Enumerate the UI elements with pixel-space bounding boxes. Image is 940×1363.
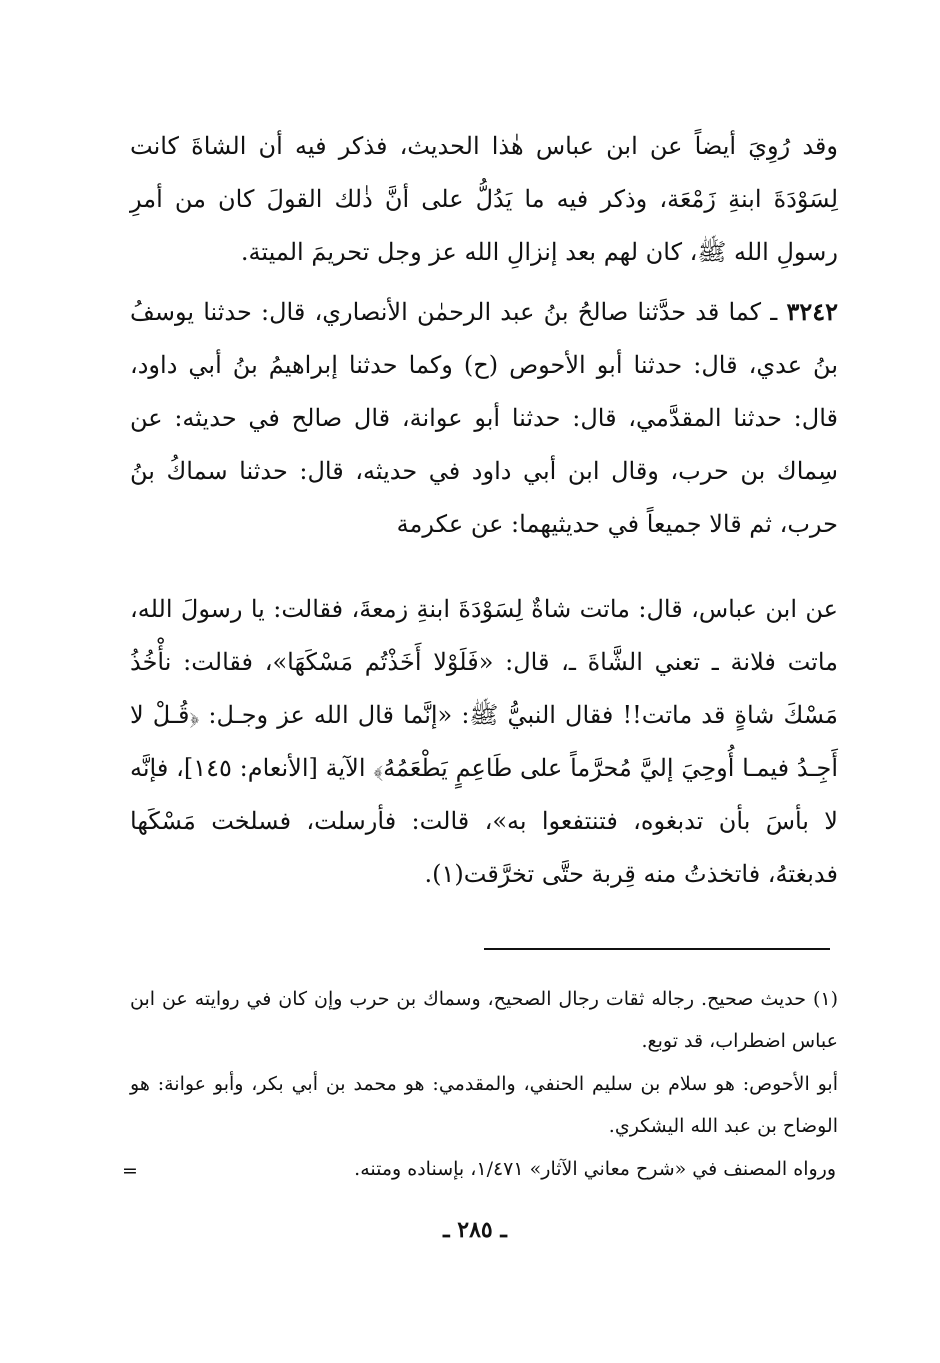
hadith-text-paragraph: عن ابن عباس، قال: ماتت شاةٌ لِسَوْدَةَ ابنةِ زمعةَ، فقالت: يا رسولَ الله، ماتت فلانة ـ تعني الشَّاةَ ـ، قال: «فَلَوْلا أَخَذْتُم مَسْكَهَا»، فقالت: نأْخُذُ مَسْكَ شاةٍ قد ماتت!! فقال النبيُّ ﷺ: «إنَّما قال الله عز وجـل: ﴿قُـلْ لا أَجِـدُ فيمـا أُوحِيَ إليَّ مُحرَّماً على طَاعِمٍ يَطْعَمُهُ﴾ الآية [الأنعام: ١٤٥]، فإنَّه لا بأسَ بأن تدبغوه، فتنتفعوا به»، قالت: فأرسلت، فسلخت مَسْكَها فدبغتهُ، فاتخذتُ منه قِربة حتَّى تخرَّقت(١). [130,595,838,888]
footnote-source: ورواه المصنف في «شرح معاني الآثار» ١/٤٧١، بإسناده ومتنه. [354,1158,836,1180]
page-number: ـ ٢٨٥ ـ [443,1217,507,1243]
continuation-mark: = [122,1160,138,1182]
hadith-chain-paragraph [130,285,838,551]
hadith-number: ٣٢٤٢ [786,297,838,326]
hadith-chain-text: ـ كما قد حدَّثنا صالحُ بنُ عبد الرحمٰن الأنصاري، قال: حدثنا يوسفُ بنُ عدي، قال: حدثنا أبو الأحوص (ح) وكما حدثنا إبراهيمُ بنُ أبي داود، قال: حدثنا المقدَّمي، قال: حدثنا أبو عوانة، قال صالح في حديثه: عن سِماك بن حرب، وقال ابن أبي داود في حديثه، قال: حدثنا سماكُ بنُ حرب، ثم قالا جميعاً في حديثيهما: عن عكرمة [130,298,838,538]
footnote-1: (١) حديث صحيح. رجاله ثقات رجال الصحيح، وسماك بن حرب وإن كان في روايته عن ابن عباس اضطراب، قد توبع. [130,988,838,1052]
footnote-separator [484,948,830,950]
intro-paragraph: وقد رُوِيَ أيضاً عن ابن عباس هٰذا الحديث، فذكر فيه أن الشاةَ كانت لِسَوْدَةَ ابنةِ زَمْعَة، وذكر فيه ما يَدُلُّ على أنَّ ذٰلك القولَ كان من أمرِ رسولِ الله ﷺ، كان لهم بعد إنزالِ الله عز وجل تحريمَ الميتة. [130,132,838,266]
footnote-narrators: أبو الأحوص: هو سلام بن سليم الحنفي، والمقدمي: هو محمد بن أبي بكر، وأبو عوانة: هو الوضاح بن عبد الله اليشكري. [130,1073,838,1137]
